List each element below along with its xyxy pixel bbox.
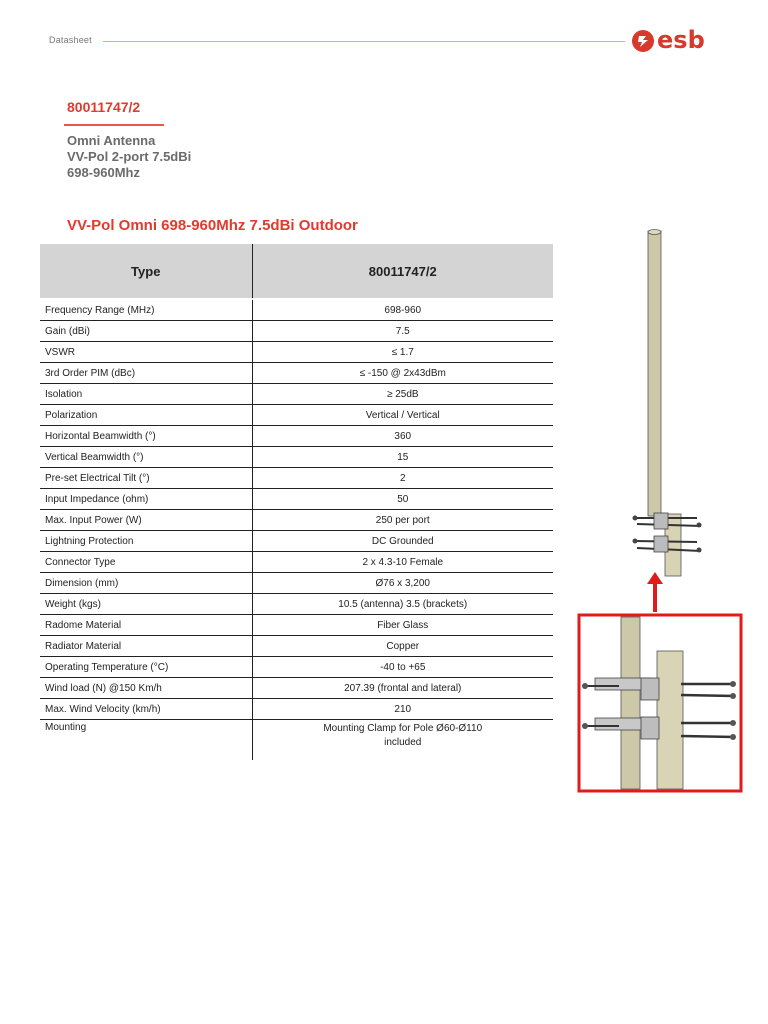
spec-value: 7.5: [252, 321, 553, 342]
spec-label: Connector Type: [40, 552, 252, 573]
spec-label: Operating Temperature (°C): [40, 657, 252, 678]
spec-value: Fiber Glass: [252, 615, 553, 636]
spec-value: Ø76 x 3,200: [252, 573, 553, 594]
table-row: [40, 299, 553, 321]
spec-value: 360: [252, 426, 553, 447]
mounting-bracket-detail-icon: [579, 615, 741, 791]
table-row: [40, 636, 553, 657]
antenna-drawing-icon: [633, 230, 702, 577]
table-row: [40, 447, 553, 468]
product-description: [67, 133, 191, 181]
esb-logo-icon: [630, 28, 656, 54]
spec-label: Weight (kgs): [40, 594, 252, 615]
table-row: [40, 384, 553, 405]
pointer-arrow-icon: [647, 572, 663, 612]
table-row: [40, 678, 553, 699]
header-divider: [103, 41, 625, 42]
spec-value: 15: [252, 447, 553, 468]
column-header-type: Type: [40, 244, 252, 299]
spec-value: 2: [252, 468, 553, 489]
spec-value: 210: [252, 699, 553, 720]
spec-label: VSWR: [40, 342, 252, 363]
spec-label: Radiator Material: [40, 636, 252, 657]
table-row: [40, 615, 553, 636]
table-row: [40, 552, 553, 573]
column-header-model: 80011747/2: [252, 244, 553, 299]
spec-table-body: [40, 299, 553, 760]
product-line: Omni Antenna: [67, 133, 156, 148]
spec-value: [252, 720, 553, 761]
table-row: [40, 531, 553, 552]
product-line: 698-960Mhz: [67, 165, 140, 180]
spec-label: Max. Wind Velocity (km/h): [40, 699, 252, 720]
spec-value: ≥ 25dB: [252, 384, 553, 405]
spec-label: 3rd Order PIM (dBc): [40, 363, 252, 384]
spec-label: Horizontal Beamwidth (°): [40, 426, 252, 447]
spec-value: 10.5 (antenna) 3.5 (brackets): [252, 594, 553, 615]
spec-value-line: included: [384, 737, 422, 748]
table-row: [40, 363, 553, 384]
spec-value: 2 x 4.3-10 Female: [252, 552, 553, 573]
spec-label: Polarization: [40, 405, 252, 426]
spec-label: Radome Material: [40, 615, 252, 636]
spec-value: Copper: [252, 636, 553, 657]
spec-label: Dimension (mm): [40, 573, 252, 594]
spec-value-line: Mounting Clamp for Pole Ø60-Ø110: [323, 723, 483, 734]
spec-value: ≤ -150 @ 2x43dBm: [252, 363, 553, 384]
spec-label: Frequency Range (MHz): [40, 299, 252, 321]
table-row: [40, 489, 553, 510]
table-row: [40, 510, 553, 531]
table-row: [40, 426, 553, 447]
table-row: [40, 573, 553, 594]
spec-label: Mounting: [40, 720, 252, 761]
spec-value: ≤ 1.7: [252, 342, 553, 363]
spec-value: Vertical / Vertical: [252, 405, 553, 426]
spec-value: DC Grounded: [252, 531, 553, 552]
antenna-illustration: [575, 226, 747, 798]
table-row: [40, 342, 553, 363]
logo-wordmark: esb: [657, 26, 705, 54]
spec-value: -40 to +65: [252, 657, 553, 678]
spec-label: Vertical Beamwidth (°): [40, 447, 252, 468]
spec-label: Gain (dBi): [40, 321, 252, 342]
spec-label: Max. Input Power (W): [40, 510, 252, 531]
table-row: [40, 321, 553, 342]
spec-value: 250 per port: [252, 510, 553, 531]
spec-table: [40, 244, 553, 760]
product-line: VV-Pol 2-port 7.5dBi: [67, 149, 192, 164]
table-row: [40, 405, 553, 426]
datasheet-label: Datasheet: [49, 35, 92, 45]
spec-label: Input Impedance (ohm): [40, 489, 252, 510]
spec-label: Pre-set Electrical Tilt (°): [40, 468, 252, 489]
title-underline: [64, 124, 164, 126]
table-header-row: [40, 244, 553, 299]
table-row: [40, 468, 553, 489]
table-row: [40, 699, 553, 720]
table-row-mounting: [40, 720, 553, 761]
spec-label: Wind load (N) @150 Km/h: [40, 678, 252, 699]
spec-label: Lightning Protection: [40, 531, 252, 552]
spec-value: 698-960: [252, 299, 553, 321]
section-heading: VV-Pol Omni 698-960Mhz 7.5dBi Outdoor: [67, 217, 358, 234]
part-number-title: 80011747/2: [67, 99, 141, 115]
spec-value: 207.39 (frontal and lateral): [252, 678, 553, 699]
table-row: [40, 594, 553, 615]
spec-value: 50: [252, 489, 553, 510]
table-row: [40, 657, 553, 678]
spec-label: Isolation: [40, 384, 252, 405]
esb-logo: [630, 26, 720, 56]
